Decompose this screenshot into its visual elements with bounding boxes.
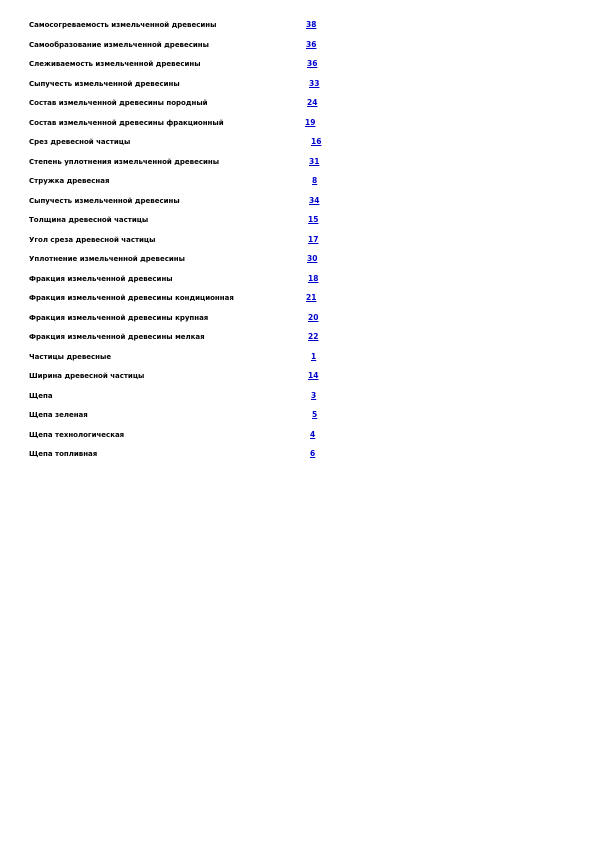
index-entry — [29, 293, 329, 312]
page-link[interactable]: 20 — [308, 313, 319, 322]
page-link[interactable]: 31 — [309, 157, 320, 166]
index-term: Самообразование измельченной древесины — [29, 41, 209, 49]
page-link[interactable]: 18 — [308, 274, 319, 283]
page-link[interactable]: 6 — [310, 449, 316, 458]
index-entry — [29, 254, 329, 273]
index-term: Щепа зеленая — [29, 411, 88, 419]
page-link[interactable]: 15 — [308, 215, 319, 224]
index-term: Сыпучесть измельченной древесины — [29, 197, 180, 205]
page-link[interactable]: 34 — [309, 196, 320, 205]
index-term: Уплотнение измельченной древесины — [29, 255, 185, 263]
index-entry — [29, 40, 329, 59]
index-term: Щепа топливная — [29, 450, 98, 458]
index-term: Самосогреваемость измельченной древесины — [29, 21, 217, 29]
index-entry — [29, 215, 329, 234]
index-entry — [29, 449, 329, 468]
index-term: Состав измельченной древесины породный — [29, 99, 208, 107]
index-term: Фракция измельченной древесины — [29, 275, 173, 283]
index-entry — [29, 79, 329, 98]
page-link[interactable]: 30 — [307, 254, 318, 263]
page-link[interactable]: 22 — [308, 332, 319, 341]
index-term: Щепа — [29, 392, 53, 400]
index-entry — [29, 176, 329, 195]
index-term: Сыпучесть измельченной древесины — [29, 80, 180, 88]
index-entry — [29, 274, 329, 293]
index-term: Срез древесной частицы — [29, 138, 131, 146]
page-link[interactable]: 17 — [308, 235, 319, 244]
index-entry — [29, 98, 329, 117]
index-term: Стружка древесная — [29, 177, 110, 185]
index-term: Степень уплотнения измельченной древесины — [29, 158, 220, 166]
index-term: Частицы древесные — [29, 353, 112, 361]
index-entry — [29, 371, 329, 390]
index-entry — [29, 410, 329, 429]
page-link[interactable]: 33 — [309, 79, 320, 88]
index-term: Фракция измельченной древесины крупная — [29, 314, 209, 322]
page-link[interactable]: 24 — [307, 98, 318, 107]
page-link[interactable]: 36 — [306, 40, 317, 49]
page-link[interactable]: 21 — [306, 293, 317, 302]
index-term: Ширина древесной частицы — [29, 372, 145, 380]
page-link[interactable]: 16 — [311, 137, 322, 146]
index-term: Щепа технологическая — [29, 431, 125, 439]
page-link[interactable]: 14 — [308, 371, 319, 380]
index-entry — [29, 196, 329, 215]
index-entry — [29, 430, 329, 449]
page-link[interactable]: 19 — [305, 118, 316, 127]
page-link[interactable]: 38 — [306, 20, 317, 29]
page-link[interactable]: 3 — [311, 391, 317, 400]
index-entry — [29, 157, 329, 176]
index-term: Состав измельченной древесины фракционный — [29, 119, 224, 127]
index-entry — [29, 59, 329, 78]
index-term: Фракция измельченной древесины кондиционная — [29, 294, 234, 302]
index-term: Толщина древесной частицы — [29, 216, 149, 224]
index-entry — [29, 137, 329, 156]
index-term: Угол среза древесной частицы — [29, 236, 156, 244]
index-entry — [29, 20, 329, 39]
page-link[interactable]: 1 — [311, 352, 317, 361]
index-entry — [29, 313, 329, 332]
index-term: Слеживаемость измельченной древесины — [29, 60, 201, 68]
page-link[interactable]: 36 — [307, 59, 318, 68]
page-link[interactable]: 5 — [312, 410, 318, 419]
index-entry — [29, 352, 329, 371]
index-entry — [29, 332, 329, 351]
index-entry — [29, 235, 329, 254]
index-term: Фракция измельченной древесины мелкая — [29, 333, 205, 341]
index-entry — [29, 391, 329, 410]
page-link[interactable]: 8 — [312, 176, 318, 185]
index-entry — [29, 118, 329, 137]
page-link[interactable]: 4 — [310, 430, 316, 439]
